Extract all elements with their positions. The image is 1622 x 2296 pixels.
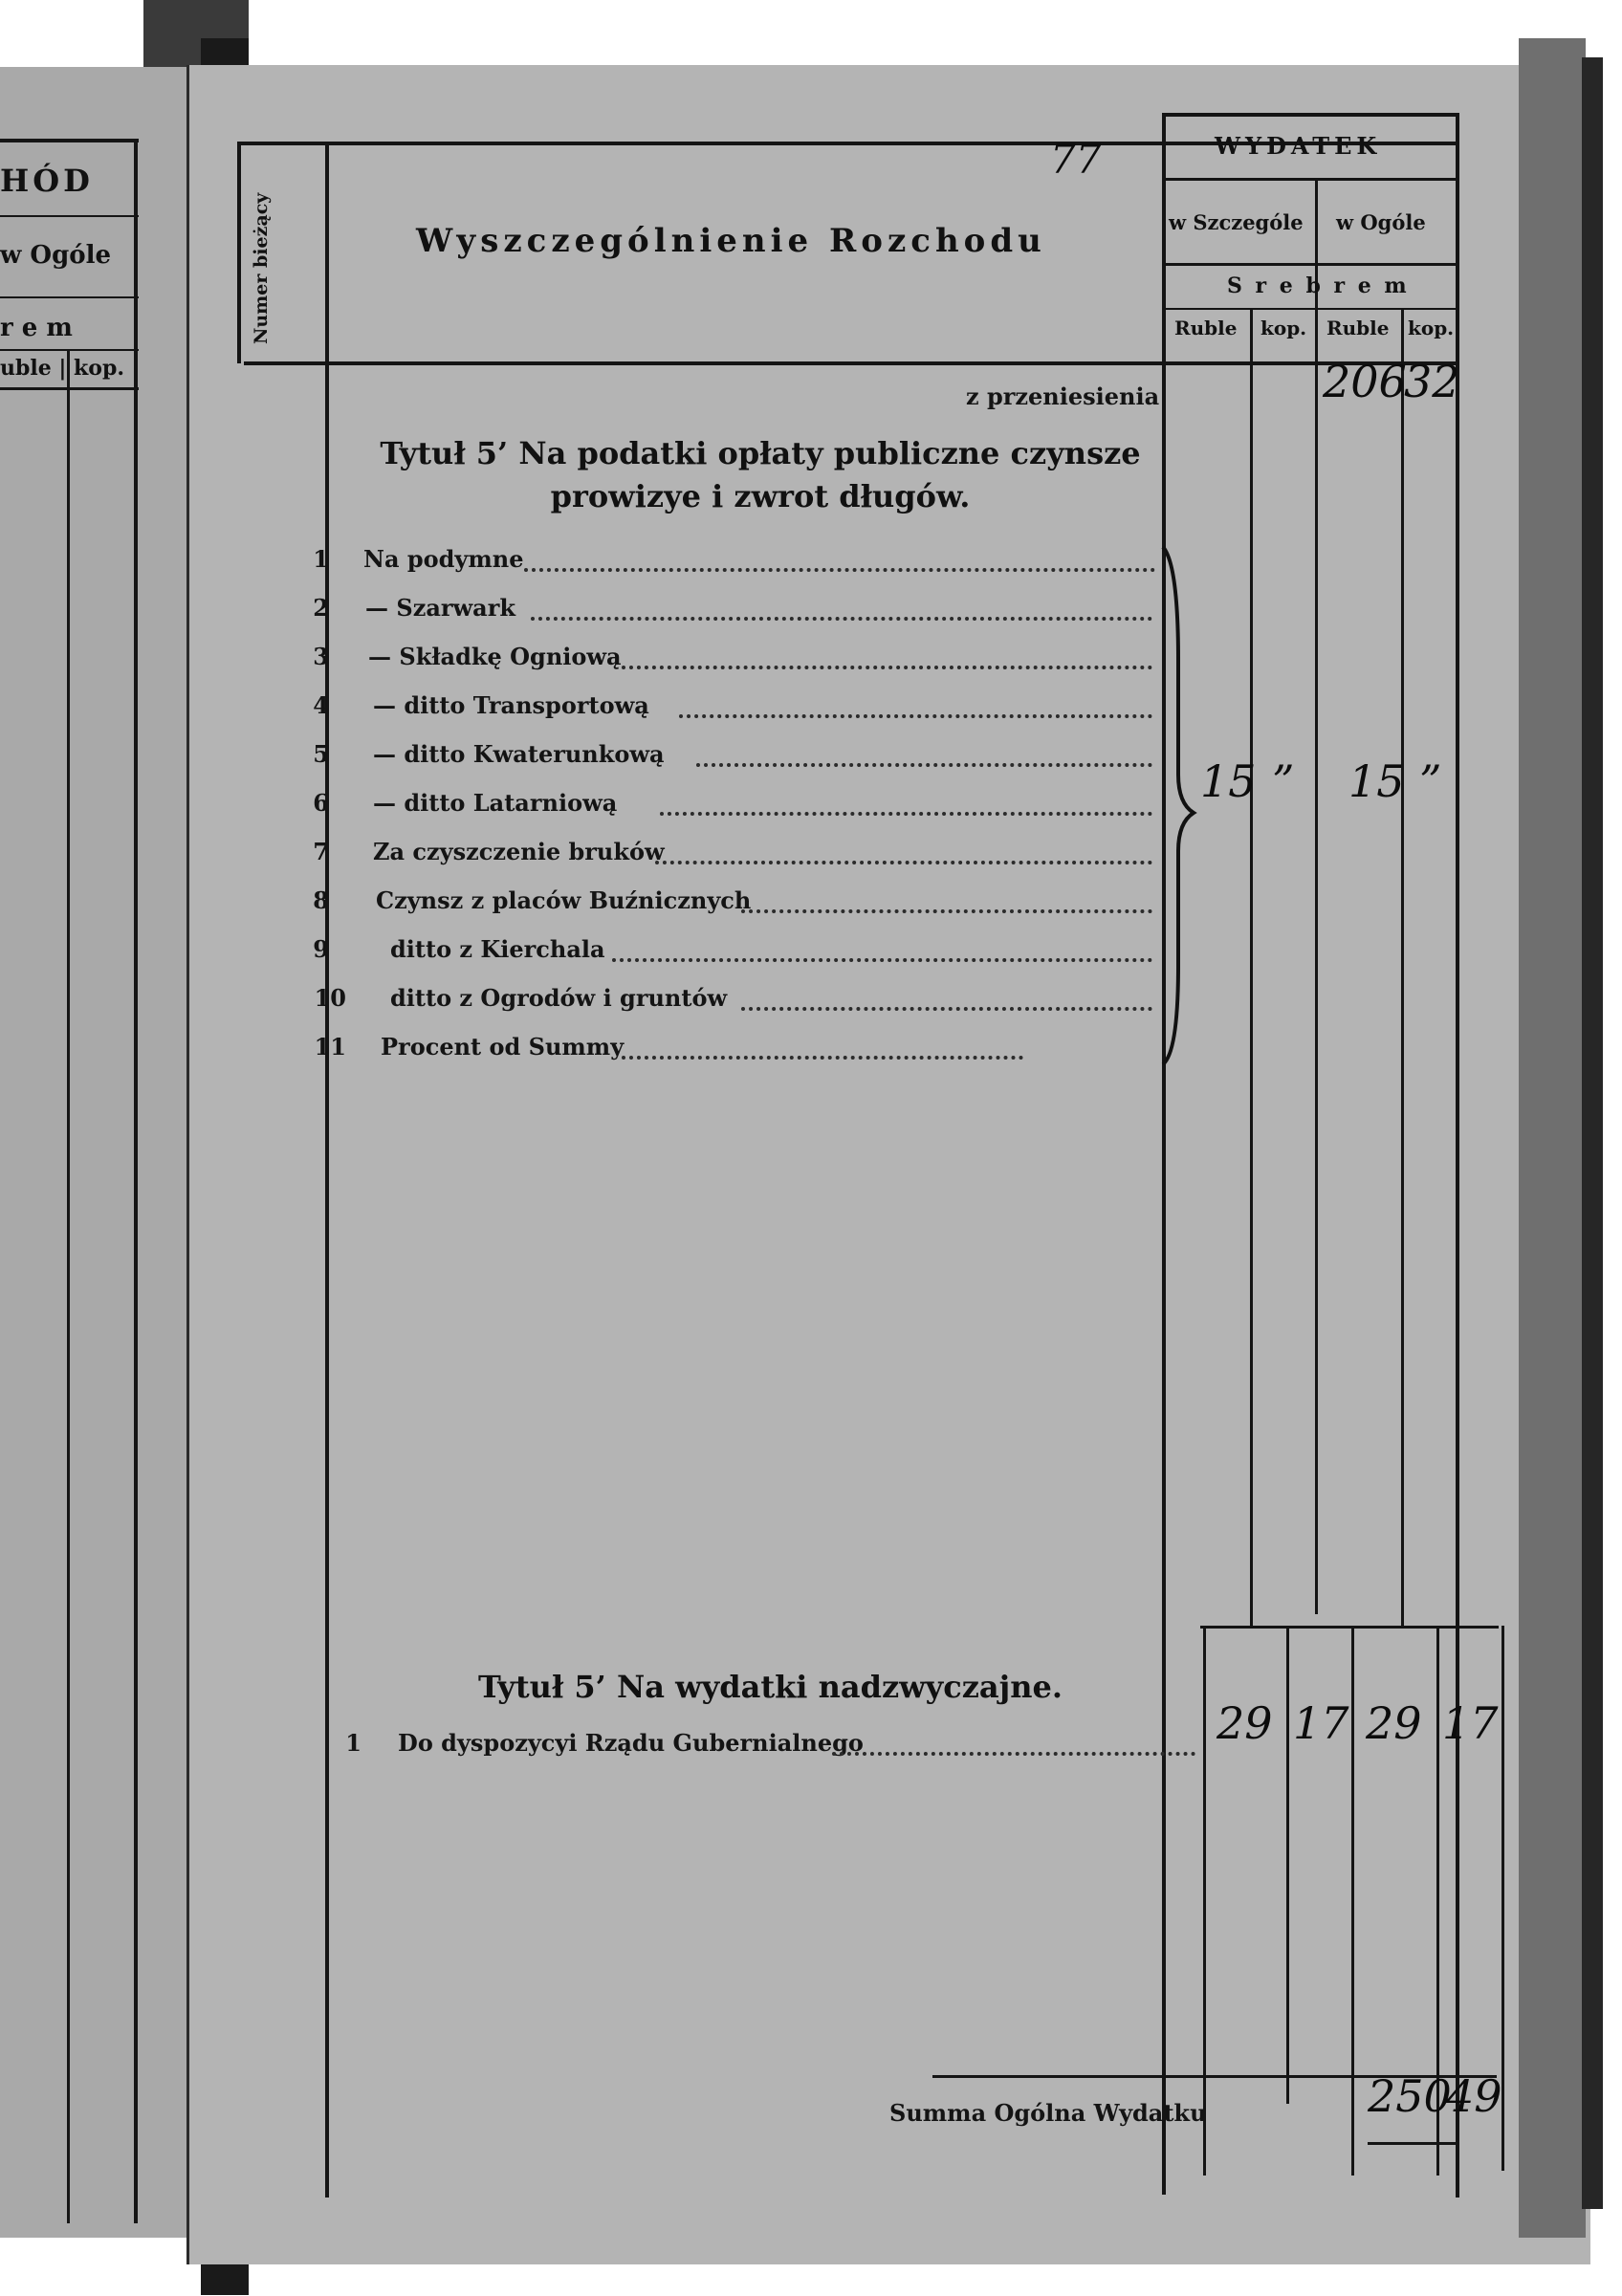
srebrem-divider — [1165, 308, 1458, 310]
leader-dots — [612, 958, 1152, 962]
carried-over-kop: 32 — [1404, 356, 1460, 407]
section2-szczegole-ruble: 29 — [1216, 1697, 1273, 1749]
section1-title-line2: prowizye i zwrot długów. — [550, 478, 971, 514]
item-number: 9 — [313, 935, 329, 963]
item-label: — ditto Latarniową — [373, 789, 618, 817]
section2-item-number: 1 — [345, 1729, 362, 1757]
row-number-label: Numer bieżący — [251, 192, 272, 344]
section2-title: Tytuł 5’ Na wydatki nadzwyczajne. — [478, 1669, 1063, 1705]
leader-dots — [696, 763, 1152, 767]
item-number: 8 — [313, 886, 329, 914]
lower-col-rule — [1286, 1626, 1289, 2104]
item-label: — Szarwark — [365, 594, 515, 622]
table-left-rule — [237, 142, 241, 363]
item-label: — ditto Kwaterunkową — [373, 740, 665, 768]
item-label: ditto z Kierchala — [390, 935, 605, 963]
wydatek-divider — [1165, 178, 1458, 181]
item-label: Za czyszczenie bruków — [373, 838, 665, 865]
description-label: Wyszczególnienie Rozchodu — [416, 222, 1046, 260]
total-kop: 49 — [1446, 2070, 1502, 2122]
section2-ogole-ruble: 29 — [1366, 1697, 1422, 1749]
kop-column-rule-1 — [1250, 308, 1253, 1628]
item-label: Na podymne — [363, 545, 524, 573]
ogole-column-rule — [1315, 180, 1318, 1614]
srebrem-label: S r e b r e m — [1227, 273, 1410, 298]
item-number: 11 — [314, 1033, 346, 1061]
kop-label-2: kop. — [1408, 317, 1455, 339]
item-number: 4 — [313, 691, 329, 719]
item-number: 2 — [313, 594, 329, 622]
lower-col-rule — [1203, 1626, 1206, 2176]
item-number: 6 — [313, 789, 329, 817]
left-srebrem: r e m — [0, 314, 73, 342]
leader-dots — [679, 714, 1152, 718]
item-number: 3 — [313, 643, 329, 670]
items-bracket — [1159, 545, 1197, 1066]
item-number: 10 — [314, 984, 346, 1012]
leader-dots — [660, 812, 1152, 816]
kop-column-rule-2 — [1401, 308, 1404, 1628]
left-rule — [67, 349, 70, 2223]
carried-over-label: z przeniesienia — [966, 383, 1160, 410]
szczegole-divider — [1165, 263, 1458, 266]
item-label: Procent od Summy — [381, 1033, 625, 1061]
item-label: Czynsz z placów Buźnicznych — [376, 886, 752, 914]
page-edge — [1519, 38, 1586, 2238]
section2-szczegole-kop: 17 — [1293, 1697, 1349, 1749]
bracket-szczegole-kop: ” — [1272, 755, 1295, 807]
item-label: ditto z Ogrodów i gruntów — [390, 984, 728, 1012]
total-underline — [1368, 2142, 1458, 2145]
left-header: HÓD — [0, 163, 94, 199]
leader-dots — [741, 909, 1152, 913]
leader-dots — [832, 1752, 1195, 1756]
left-rule — [0, 139, 139, 142]
leader-dots — [741, 1007, 1152, 1011]
leader-dots — [524, 568, 1155, 572]
section2-item-label: Do dyspozycyi Rządu Gubernialnego — [398, 1729, 864, 1757]
wydatek-label: WYDATEK — [1215, 132, 1382, 160]
item-number: 5 — [313, 740, 329, 768]
description-right-rule — [1162, 115, 1166, 2195]
ruble-label-1: Ruble — [1174, 317, 1238, 339]
item-number: 1 — [313, 545, 329, 573]
item-label: — ditto Transportową — [373, 691, 649, 719]
ruble-label-2: Ruble — [1326, 317, 1390, 339]
w-szczegole-label: w Szczególe — [1169, 210, 1304, 234]
bracket-ogole-kop: ” — [1419, 755, 1442, 807]
table-right-rule — [1456, 113, 1459, 2198]
w-ogole-label: w Ogóle — [1336, 210, 1426, 234]
number-column-rule — [325, 142, 329, 2198]
total-ruble: 250 — [1368, 2070, 1452, 2122]
bracket-ogole-ruble: 15 — [1348, 755, 1405, 807]
left-col-label: w Ogóle — [0, 241, 112, 270]
header-bottom-rule — [244, 361, 1458, 365]
wydatek-top-rule — [1162, 113, 1458, 117]
lower-col-rule — [1351, 1626, 1354, 2176]
bracket-szczegole-ruble: 15 — [1200, 755, 1257, 807]
item-number: 7 — [313, 838, 329, 865]
page-number: 77 — [1050, 136, 1102, 183]
left-sublabels: uble | kop. — [0, 356, 125, 381]
total-label: Summa Ogólna Wydatku — [889, 2099, 1207, 2127]
left-rule — [0, 215, 139, 217]
left-rule — [0, 296, 139, 298]
section2-ogole-kop: 17 — [1442, 1697, 1499, 1749]
section1-title-line1: Tytuł 5’ Na podatki opłaty publiczne czynsze — [380, 435, 1141, 471]
leader-dots — [531, 617, 1152, 621]
leader-dots — [622, 1056, 1023, 1060]
section2-top-rule — [1200, 1626, 1499, 1629]
kop-label-1: kop. — [1260, 317, 1307, 339]
leader-dots — [622, 666, 1152, 669]
item-label: — Składkę Ogniową — [368, 643, 622, 670]
page-edge-shadow — [1582, 57, 1603, 2209]
carried-over-ruble: 206 — [1323, 356, 1407, 407]
leader-dots — [655, 861, 1152, 864]
left-rule — [134, 139, 138, 2223]
